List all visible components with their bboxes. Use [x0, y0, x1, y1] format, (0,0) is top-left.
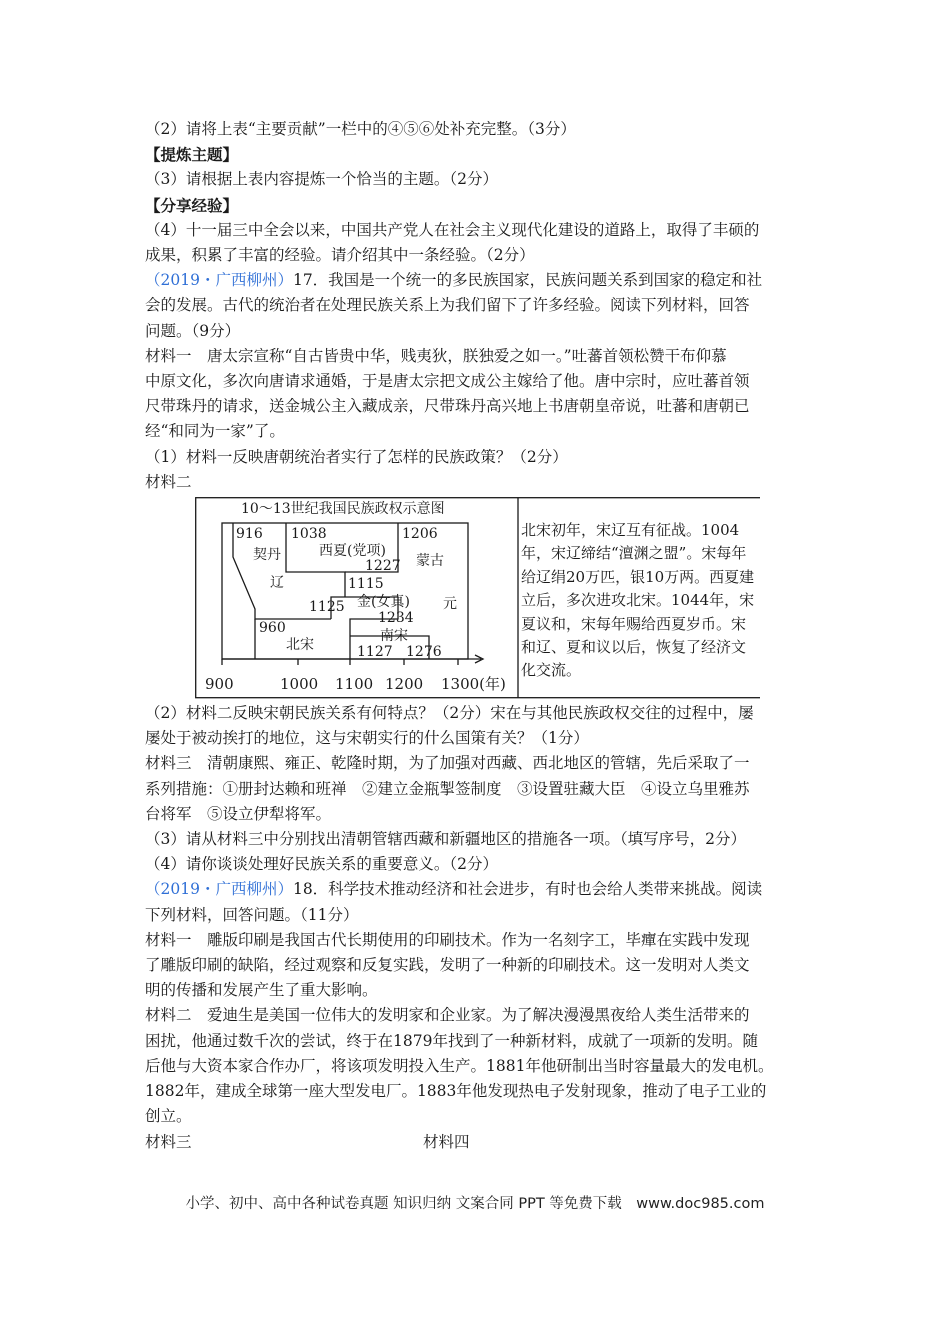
label-liao: 辽 — [270, 575, 284, 592]
year-916: 916 — [236, 526, 263, 543]
q17-material-1-line: 中原文化，多次向唐请求通婚，于是唐太宗把文成公主嫁给了他。唐中宗时，应吐蕃首领 — [145, 372, 750, 391]
axis-tick-1000: 1000 — [280, 675, 319, 694]
year-1234: 1234 — [378, 610, 414, 627]
q17-question-1: （1）材料一反映唐朝统治者实行了怎样的民族政策？（2分） — [145, 447, 568, 466]
q17-line-2: 会的发展。古代的统治者在处理民族关系上为我们留下了许多经验。阅读下列材料，回答 — [145, 296, 750, 315]
label-qidan: 契丹 — [253, 547, 281, 564]
axis-tick-900: 900 — [205, 675, 234, 694]
q18-material-3-label: 材料三 — [145, 1132, 192, 1151]
q18-material-2-line: 创立。 — [145, 1107, 192, 1126]
q17-question-4: （4）请你谈谈处理好民族关系的重要意义。（2分） — [145, 855, 498, 874]
label-xixia: 西夏(党项) — [319, 543, 386, 560]
document-body — [145, 117, 813, 1155]
label-menggu: 蒙古 — [416, 553, 444, 570]
year-960: 960 — [259, 620, 286, 637]
question-2-prompt: （2）请将上表“主要贡献”一栏中的④⑤⑥处补充完整。（3分） — [145, 120, 576, 138]
axis-tick-1100: 1100 — [335, 675, 374, 694]
q17-question-2-line-2: 屡处于被动挨打的地位，这与宋朝实行的什么国策有关？（1分） — [145, 729, 589, 748]
label-nansong: 南宋 — [380, 628, 408, 645]
label-beisong: 北宋 — [286, 637, 314, 654]
q18-line-1 — [145, 877, 813, 902]
figure-caption-text: 北宋初年，宋辽互有征战。1004年，宋辽缔结“澶渊之盟”。宋每年给辽绢20万匹，银10万两。西夏建立后，多次进攻北宋。1044年，宋夏议和，宋每年赐给西夏岁币。宋和辽、夏和议以后，恢复了经济文化交流。 — [521, 521, 755, 680]
label-yuan: 元 — [443, 596, 457, 613]
year-1206: 1206 — [402, 526, 438, 543]
q17-line-3: 问题。（9分） — [145, 321, 241, 340]
q17-material-3-line: 材料三 清朝康熙、雍正、乾隆时期，为了加强对西藏、西北地区的管辖，先后采取了一 — [145, 754, 750, 773]
q18-material-2-line: 困扰，他通过数千次的尝试，终于在1879年找到了一种新材料，成就了一项新的发明。随 — [145, 1031, 758, 1050]
q18-material-2-line: 材料二 爱迪生是美国一位伟大的发明家和企业家。为了解决漫漫黑夜给人类生活带来的 — [145, 1006, 750, 1025]
axis-tick-1200: 1200 — [385, 675, 424, 694]
q17-material-1-line: 尺带珠丹的请求，送金城公主入藏成亲，尺带珠丹高兴地上书唐朝皇帝说，吐蕃和唐朝已 — [145, 397, 750, 416]
q17-material-3-line: 系列措施：①册封达赖和班禅 ②建立金瓶掣签制度 ③设置驻藏大臣 ④设立乌里雅苏 — [145, 779, 750, 798]
q17-material-2-label: 材料二 — [145, 472, 192, 491]
question-3-prompt: （3）请根据上表内容提炼一个恰当的主题。（2分） — [145, 170, 498, 189]
question-4-line-2: 成果，积累了丰富的经验。请介绍其中一条经验。（2分） — [145, 246, 535, 265]
q18-source: （2019・广西柳州） — [145, 880, 293, 899]
q18-material-1-line: 了雕版印刷的缺陷，经过观察和反复实践，发明了一种新的印刷技术。这一发明对人类文 — [145, 956, 750, 975]
ethnic-regimes-figure — [195, 497, 760, 699]
section-heading-theme: 【提炼主题】 — [145, 145, 239, 165]
q17-question-2-line-1: （2）材料二反映宋朝民族关系有何特点？（2分）宋在与其他民族政权交往的过程中，屡 — [145, 704, 754, 723]
q17-question-3: （3）请从材料三中分别找出清朝管辖西藏和新疆地区的措施各一项。（填写序号，2分） — [145, 830, 746, 849]
year-1038: 1038 — [291, 526, 327, 543]
q17-source: （2019・广西柳州） — [145, 271, 293, 290]
year-1127: 1127 — [357, 644, 393, 661]
axis-tick-1300: 1300(年) — [441, 675, 506, 694]
year-1115: 1115 — [348, 576, 384, 593]
year-1125: 1125 — [309, 599, 345, 616]
q17-line-1 — [145, 268, 813, 293]
question-4-line-1: （4）十一届三中全会以来，中国共产党人在社会主义现代化建设的道路上，取得了丰硕的 — [145, 220, 760, 239]
q18-material-1-line: 明的传播和发展产生了重大影响。 — [145, 981, 378, 1000]
q18-material-1-line: 材料一 雕版印刷是我国古代长期使用的印刷技术。作为一名刻字工，毕癉在实践中发现 — [145, 930, 750, 949]
page-footer: 小学、初中、高中各种试卷真题 知识归纳 文案合同 PPT 等免费下载 www.doc985.com — [185, 1196, 765, 1212]
q17-material-1-line: 材料一 唐太宗宣称“自古皆贵中华，贱夷狄，朕独爱之如一。”吐蕃首领松赞干布仰慕 — [145, 346, 727, 365]
q18-material-2-line: 后他与大资本家合作办厂，将该项发明投入生产。1881年他研制出当时容量最大的发电机。 — [145, 1056, 774, 1075]
q17-material-1-line: 经“和同为一家”了。 — [145, 422, 285, 441]
q18-stem: 18．科学技术推动经济和社会进步，有时也会给人类带来挑战。阅读 — [292, 880, 763, 899]
figure-title: 10～13世纪我国民族政权示意图 — [241, 501, 445, 518]
q18-material-3-4-labels — [145, 1130, 813, 1155]
label-jin: 金(女真) — [357, 594, 410, 611]
q18-material-4-label: 材料四 — [423, 1132, 470, 1151]
q18-line-2: 下列材料，回答问题。（11分） — [145, 905, 359, 924]
q17-material-3-line: 台将军 ⑤设立伊犁将军。 — [145, 804, 332, 823]
year-1227: 1227 — [365, 558, 401, 575]
q18-material-2-line: 1882年，建成全球第一座大型发电厂。1883年他发现热电子发射现象，推动了电子工业的 — [145, 1082, 767, 1101]
year-1276: 1276 — [406, 644, 442, 661]
section-heading-experience: 【分享经验】 — [145, 195, 239, 215]
q17-stem: 17．我国是一个统一的多民族国家，民族问题关系到国家的稳定和社 — [292, 271, 763, 290]
